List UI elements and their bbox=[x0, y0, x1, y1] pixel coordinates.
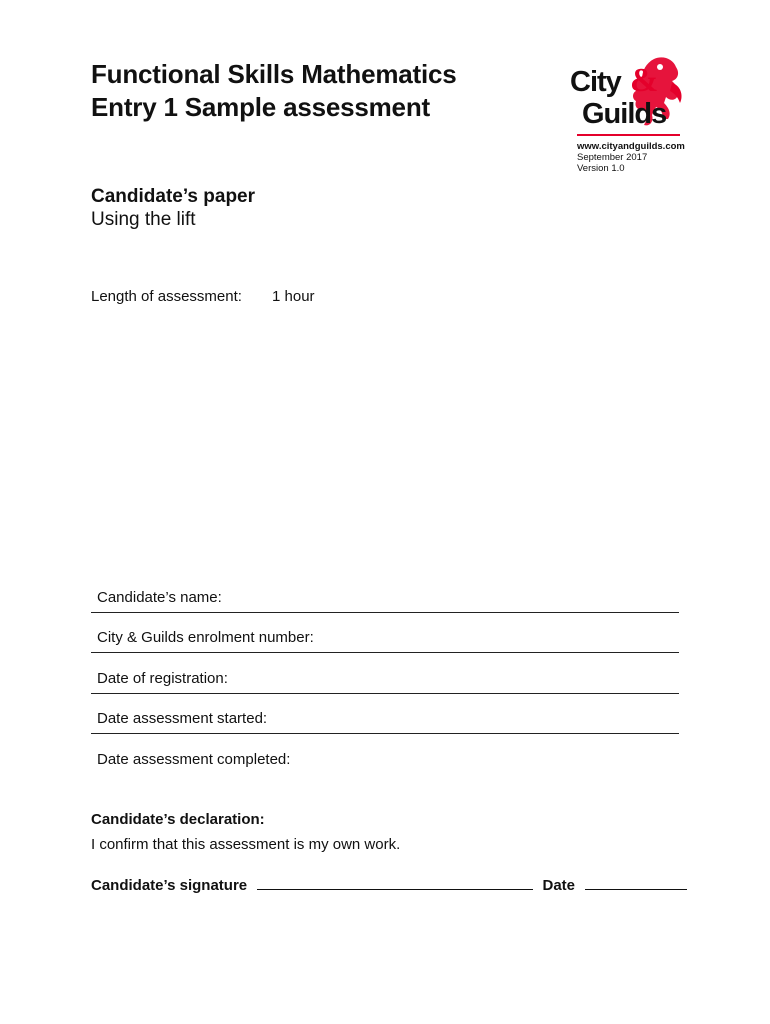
logo-rule bbox=[577, 134, 680, 136]
document-meta bbox=[577, 141, 685, 174]
length-value: 1 hour bbox=[272, 288, 315, 305]
logo-ampersand: & bbox=[630, 62, 659, 99]
field-label: Date of registration: bbox=[97, 670, 228, 687]
date-mark: __ bbox=[619, 874, 636, 891]
version-text: Version 1.0 bbox=[577, 163, 625, 174]
document-title bbox=[91, 58, 457, 124]
enrolment-number-field[interactable] bbox=[91, 612, 679, 653]
field-label: Candidate’s name: bbox=[97, 589, 222, 606]
declaration-heading: Candidate’s declaration: bbox=[91, 811, 265, 828]
title-line-2: Entry 1 Sample assessment bbox=[91, 92, 430, 122]
title-line-1: Functional Skills Mathematics bbox=[91, 59, 457, 89]
candidate-name-field[interactable] bbox=[91, 572, 679, 613]
assessment-completed-field[interactable] bbox=[91, 734, 679, 774]
logo-graphic bbox=[568, 55, 688, 135]
declaration-text: I confirm that this assessment is my own work. bbox=[91, 836, 401, 853]
logo-city-text: City bbox=[570, 66, 621, 98]
website-url: www.cityandguilds.com bbox=[577, 141, 685, 152]
field-label: City & Guilds enrolment number: bbox=[97, 629, 314, 646]
signature-row bbox=[91, 875, 687, 894]
date-line[interactable] bbox=[585, 875, 687, 890]
registration-date-field[interactable] bbox=[91, 653, 679, 694]
signature-label: Candidate’s signature bbox=[91, 877, 248, 894]
date-label: Date bbox=[542, 877, 576, 894]
publish-date: September 2017 bbox=[577, 152, 648, 163]
assessment-started-field[interactable] bbox=[91, 693, 679, 734]
field-label: Date assessment started: bbox=[97, 710, 268, 727]
field-label: Date assessment completed: bbox=[97, 751, 291, 768]
paper-subheading: Using the lift bbox=[91, 209, 196, 230]
city-and-guilds-logo bbox=[568, 55, 688, 135]
logo-guilds-text: Guilds bbox=[582, 98, 667, 130]
length-label: Length of assessment: bbox=[91, 288, 242, 305]
paper-heading: Candidate’s paper bbox=[91, 186, 256, 207]
signature-line[interactable] bbox=[257, 875, 533, 890]
